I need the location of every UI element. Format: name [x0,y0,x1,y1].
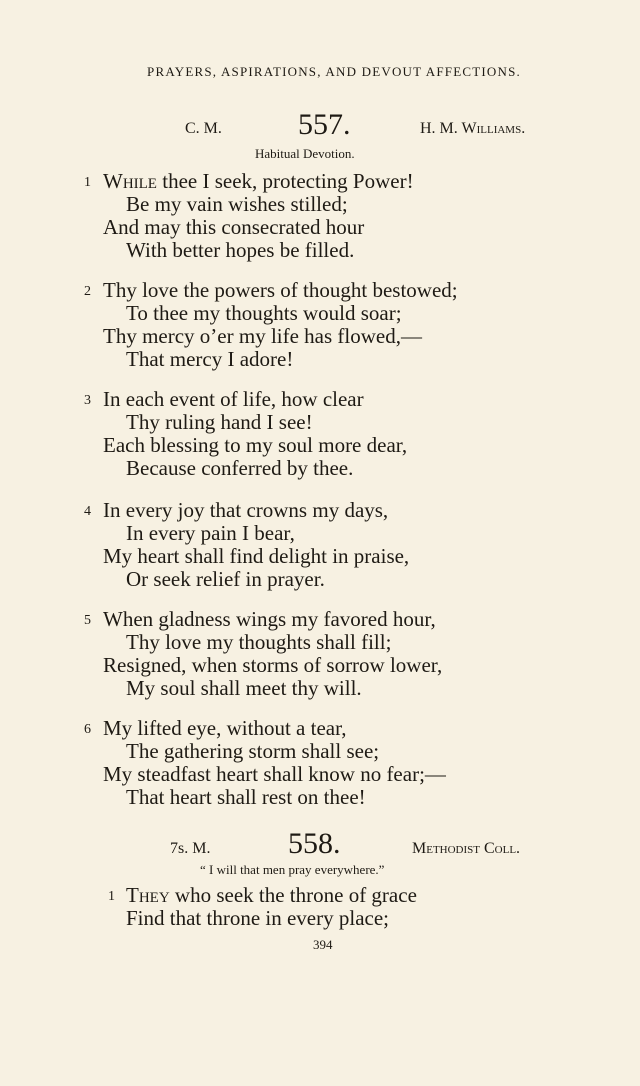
verse-line: Be my vain wishes stilled; [126,192,348,216]
verse-line: Thy mercy o’er my life has flowed,— [103,324,422,348]
verse-number: 6 [84,722,91,737]
verse-number: 3 [84,393,91,408]
hymn-557-meter: C. M. [185,120,222,137]
verse-number: 1 [84,175,91,190]
verse-line: In each event of life, how clear [103,387,364,411]
verse-line: With better hopes be filled. [126,238,355,262]
verse-line: That heart shall rest on thee! [126,785,366,809]
verse-line: That mercy I adore! [126,347,294,371]
verse-line: And may this consecrated hour [103,215,365,239]
page-number: 394 [313,937,333,952]
verse-line: While thee I seek, protecting Power! [103,169,414,193]
verse-line: My heart shall find delight in praise, [103,544,410,568]
verse-number: 5 [84,613,91,628]
running-head: PRAYERS, ASPIRATIONS, AND DEVOUT AFFECTIONS. [147,64,521,79]
verse-line: Find that throne in every place; [126,906,390,930]
verse-line: Resigned, when storms of sorrow lower, [103,653,443,677]
verse-number: 2 [84,284,91,299]
verse-line: My soul shall meet thy will. [126,676,362,700]
hymn-558-subtitle: “ I will that men pray everywhere.” [200,862,385,877]
hymn-558-author: Methodist Coll. [412,840,521,857]
first-word-small-caps: While [103,169,157,193]
hymn-558-meter: 7s. M. [170,840,211,857]
verse-line: The gathering storm shall see; [126,739,380,763]
verse-line: Thy ruling hand I see! [126,410,313,434]
hymn-557-author: H. M. Williams. [420,120,526,137]
verse-line: My steadfast heart shall know no fear;— [103,762,446,786]
verse-line: My lifted eye, without a tear, [103,716,347,740]
hymn-557-subtitle: Habitual Devotion. [255,146,355,161]
hymn-557-number: 557. [298,108,351,141]
verse-line: To thee my thoughts would soar; [126,301,402,325]
verse-line: In every joy that crowns my days, [103,498,389,522]
verse-number: 4 [84,504,91,519]
verse-line: Or seek relief in prayer. [126,567,325,591]
first-word-small-caps: They [126,883,170,907]
verse-line: They who seek the throne of grace [126,883,417,907]
verse-line: Thy love the powers of thought bestowed; [103,278,458,302]
verse-line: In every pain I bear, [126,521,295,545]
verse-line: Because conferred by thee. [126,456,354,480]
hymn-558-number: 558. [288,827,341,860]
verse-number: 1 [108,889,115,904]
verse-line: When gladness wings my favored hour, [103,607,436,631]
verse-line: Each blessing to my soul more dear, [103,433,408,457]
verse-line: Thy love my thoughts shall fill; [126,630,392,654]
